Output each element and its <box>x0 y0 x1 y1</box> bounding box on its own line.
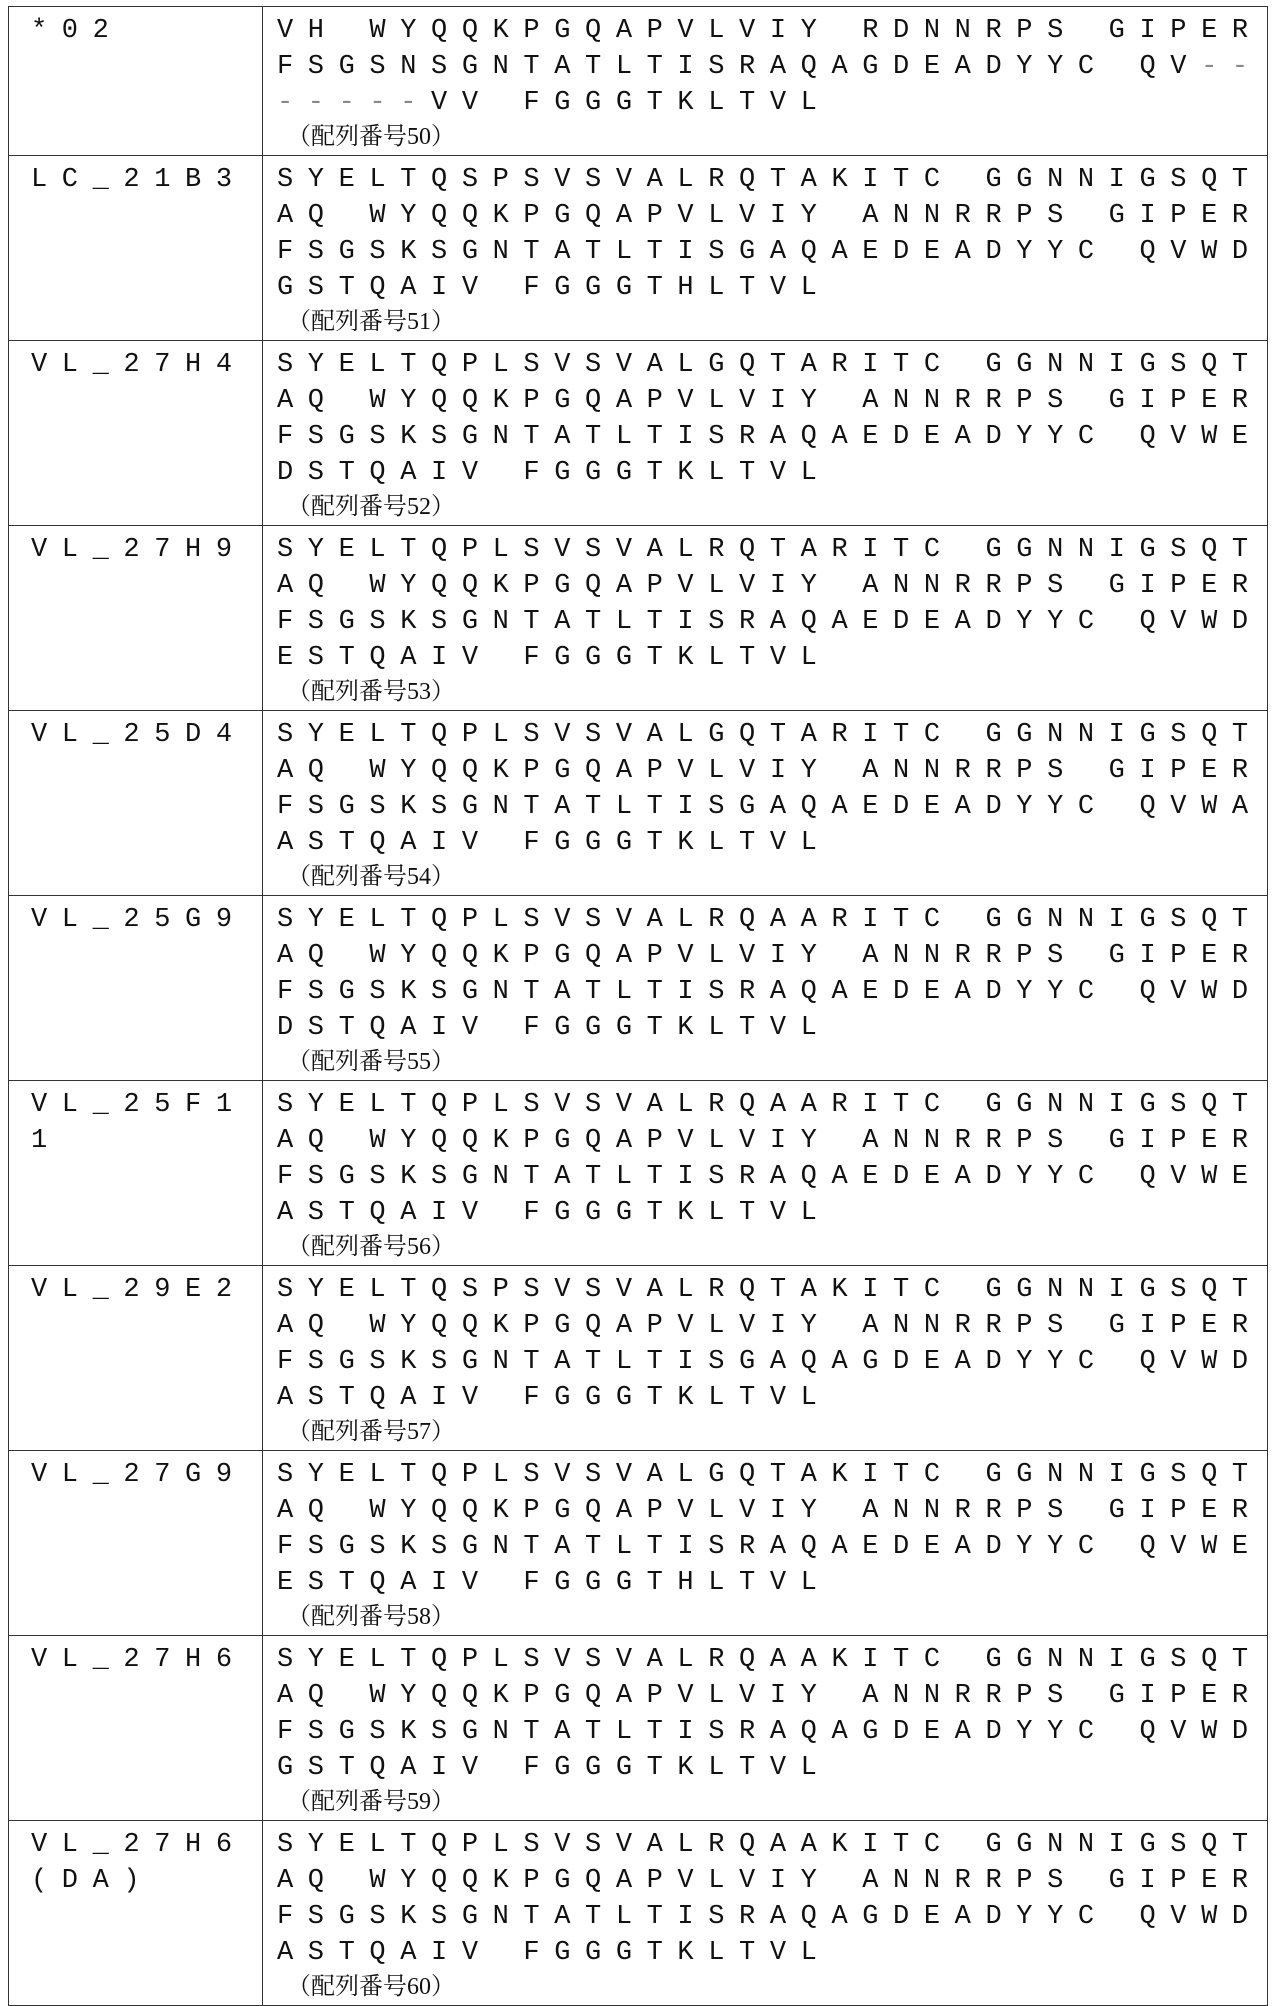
sequence-name: *02 <box>31 13 262 49</box>
sequence-line: SYELTQPLSVSVALGQTAKITC GGNNIGSQT <box>277 1457 1267 1493</box>
sequence-cell <box>263 1636 1268 1821</box>
sequence-name-cell <box>9 341 263 526</box>
sequence-cell <box>263 526 1268 711</box>
sequence-cell <box>263 7 1268 156</box>
sequence-line: FSGSKSGNTATLTISGAQAGDEADYYC QVWD <box>277 1344 1267 1380</box>
sequence-line: FSGSKSGNTATLTISRAQAGDEADYYC QVWD <box>277 1714 1267 1750</box>
sequence-line: AQ WYQQKPGQAPVLVIY ANNRRPS GIPER <box>277 938 1267 974</box>
sequence-name-cell <box>9 1821 263 2006</box>
sequence-name: VL_25D4 <box>31 717 262 753</box>
sequence-line: -----VV FGGGTKLTVL <box>277 85 1267 121</box>
table-row <box>9 711 1268 896</box>
sequence-line: FSGSKSGNTATLTISRAQAEDEADYYC QVWE <box>277 419 1267 455</box>
sequence-line: AQ WYQQKPGQAPVLVIY ANNRRPS GIPER <box>277 198 1267 234</box>
sequence-cell <box>263 1081 1268 1266</box>
sequence-line: DSTQAIV FGGGTKLTVL <box>277 1010 1267 1046</box>
sequence-name-cell <box>9 1451 263 1636</box>
sequence-line: GSTQAIV FGGGTHLTVL <box>277 270 1267 306</box>
sequence-name: VL_27H6 <box>31 1642 262 1678</box>
sequence-line: FSGSKSGNTATLTISGAQAEDEADYYC QVWD <box>277 234 1267 270</box>
table-row <box>9 1636 1268 1821</box>
table-row <box>9 341 1268 526</box>
table-row <box>9 896 1268 1081</box>
sequence-id-note: （配列番号52） <box>277 491 1267 525</box>
sequence-cell <box>263 341 1268 526</box>
sequence-name-cell <box>9 526 263 711</box>
sequence-line: SYELTQPLSVSVALRQAAKITC GGNNIGSQT <box>277 1642 1267 1678</box>
sequence-cell <box>263 1451 1268 1636</box>
sequence-table-body <box>9 7 1268 2006</box>
table-row <box>9 1451 1268 1636</box>
sequence-line: VH WYQQKPGQAPVLVIY RDNNRPS GIPER <box>277 13 1267 49</box>
sequence-name: VL_25F11 <box>31 1087 262 1123</box>
sequence-line: AQ WYQQKPGQAPVLVIY ANNRRPS GIPER <box>277 383 1267 419</box>
sequence-cell <box>263 711 1268 896</box>
sequence-line: DSTQAIV FGGGTKLTVL <box>277 455 1267 491</box>
sequence-id-note: （配列番号56） <box>277 1231 1267 1265</box>
sequence-line: SYELTQPLSVSVALRQAARITC GGNNIGSQT <box>277 902 1267 938</box>
sequence-line: FSGSKSGNTATLTISRAQAGDEADYYC QVWD <box>277 1899 1267 1935</box>
sequence-line: AQ WYQQKPGQAPVLVIY ANNRRPS GIPER <box>277 1493 1267 1529</box>
gap-dashes: ----- <box>277 88 431 118</box>
sequence-name-cell <box>9 7 263 156</box>
sequence-id-note: （配列番号55） <box>277 1046 1267 1080</box>
sequence-line: FSGSKSGNTATLTISRAQAEDEADYYC QVWE <box>277 1529 1267 1565</box>
sequence-line: ESTQAIV FGGGTKLTVL <box>277 640 1267 676</box>
sequence-line: FSGSKSGNTATLTISRAQAEDEADYYC QVWD <box>277 974 1267 1010</box>
sequence-line: FSGSKSGNTATLTISRAQAEDEADYYC QVWE <box>277 1159 1267 1195</box>
sequence-line: GSTQAIV FGGGTKLTVL <box>277 1750 1267 1786</box>
sequence-line: AQ WYQQKPGQAPVLVIY ANNRRPS GIPER <box>277 568 1267 604</box>
table-row <box>9 1266 1268 1451</box>
sequence-table <box>8 6 1268 2006</box>
sequence-line: AQ WYQQKPGQAPVLVIY ANNRRPS GIPER <box>277 1678 1267 1714</box>
sequence-name-cell <box>9 156 263 341</box>
sequence-name: VL_27G9 <box>31 1457 262 1493</box>
sequence-name-cell <box>9 1266 263 1451</box>
sequence-name: VL_29E2 <box>31 1272 262 1308</box>
sequence-id-note: （配列番号60） <box>277 1971 1267 2005</box>
sequence-name: VL_27H4 <box>31 347 262 383</box>
sequence-line: SYELTQPLSVSVALGQTARITC GGNNIGSQT <box>277 347 1267 383</box>
sequence-id-note: （配列番号59） <box>277 1786 1267 1820</box>
sequence-cell <box>263 1821 1268 2006</box>
sequence-line: SYELTQPLSVSVALRQAAKITC GGNNIGSQT <box>277 1827 1267 1863</box>
sequence-line: SYELTQPLSVSVALGQTARITC GGNNIGSQT <box>277 717 1267 753</box>
table-row <box>9 1821 1268 2006</box>
sequence-id-note: （配列番号57） <box>277 1416 1267 1450</box>
sequence-line: ASTQAIV FGGGTKLTVL <box>277 1380 1267 1416</box>
sequence-id-note: （配列番号50） <box>277 121 1267 155</box>
sequence-line: ESTQAIV FGGGTHLTVL <box>277 1565 1267 1601</box>
table-row <box>9 1081 1268 1266</box>
sequence-name: VL_27H9 <box>31 532 262 568</box>
sequence-cell <box>263 156 1268 341</box>
sequence-line: AQ WYQQKPGQAPVLVIY ANNRRPS GIPER <box>277 753 1267 789</box>
sequence-cell <box>263 896 1268 1081</box>
sequence-line: ASTQAIV FGGGTKLTVL <box>277 1935 1267 1971</box>
gap-dashes: -- <box>1201 52 1263 82</box>
sequence-name-cell <box>9 896 263 1081</box>
sequence-id-note: （配列番号54） <box>277 861 1267 895</box>
table-row <box>9 7 1268 156</box>
sequence-name-cell <box>9 1636 263 1821</box>
sequence-id-note: （配列番号58） <box>277 1601 1267 1635</box>
sequence-name: VL_25G9 <box>31 902 262 938</box>
sequence-id-note: （配列番号53） <box>277 676 1267 710</box>
sequence-line: SYELTQPLSVSVALRQAARITC GGNNIGSQT <box>277 1087 1267 1123</box>
sequence-line: SYELTQPLSVSVALRQTARITC GGNNIGSQT <box>277 532 1267 568</box>
sequence-line: AQ WYQQKPGQAPVLVIY ANNRRPS GIPER <box>277 1308 1267 1344</box>
sequence-id-note: （配列番号51） <box>277 306 1267 340</box>
sequence-line: FSGSKSGNTATLTISRAQAEDEADYYC QVWD <box>277 604 1267 640</box>
sequence-name-cell <box>9 1081 263 1266</box>
sequence-line: AQ WYQQKPGQAPVLVIY ANNRRPS GIPER <box>277 1863 1267 1899</box>
sequence-line: AQ WYQQKPGQAPVLVIY ANNRRPS GIPER <box>277 1123 1267 1159</box>
sequence-line: FSGSNSGNTATLTISRAQAGDEADYYC QV-- <box>277 49 1267 85</box>
sequence-line: ASTQAIV FGGGTKLTVL <box>277 1195 1267 1231</box>
sequence-line: FSGSKSGNTATLTISGAQAEDEADYYC QVWA <box>277 789 1267 825</box>
sequence-line: ASTQAIV FGGGTKLTVL <box>277 825 1267 861</box>
sequence-cell <box>263 1266 1268 1451</box>
sequence-name: LC_21B3 <box>31 162 262 198</box>
table-row <box>9 526 1268 711</box>
sequence-line: SYELTQSPSVSVALRQTAKITC GGNNIGSQT <box>277 162 1267 198</box>
sequence-line: SYELTQSPSVSVALRQTAKITC GGNNIGSQT <box>277 1272 1267 1308</box>
sequence-name-cell <box>9 711 263 896</box>
table-row <box>9 156 1268 341</box>
sequence-name: VL_27H6 (DA) <box>31 1827 262 1863</box>
